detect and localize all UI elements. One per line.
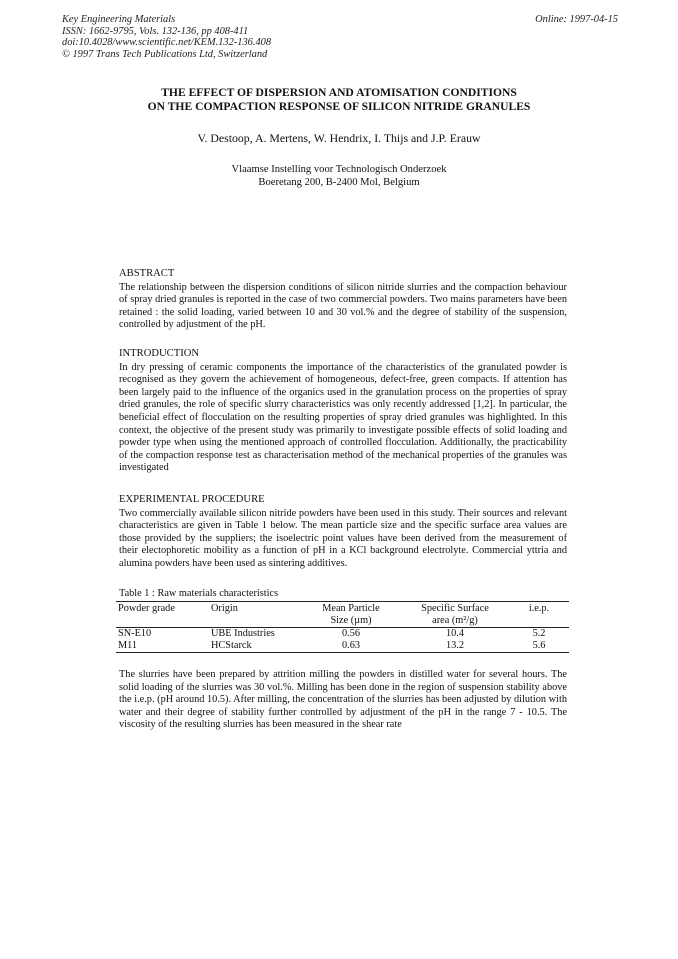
cell-iep: 5.2: [532, 628, 546, 639]
cell-iep: 5.6: [532, 640, 546, 651]
methods-continued-text: The slurries have been prepared by attrition milling the powders in distilled water for several hours. The solid loading of the slurries was 30 vol.%. Milling has been done in the region of suspension stability above the i.e.p. (pH around 10.5). After milling, the concentration of the slurries has been adjusted by dilution with water and their degree of stability further controlled by adjustment of the pH in the range 7 - 10.5. The viscosity of the resulting slurries has been measured in the shear rate: [119, 669, 567, 731]
table-header-row: [116, 602, 569, 628]
paper-title: [0, 86, 678, 114]
table-row: [116, 628, 569, 641]
header-iep: i.e.p.: [528, 603, 550, 614]
header-size-line-2: Size (µm): [330, 615, 372, 626]
cell-size: 0.63: [341, 640, 361, 651]
affiliation-line-1: Vlaamse Instelling voor Technologisch Onderzoek: [231, 164, 447, 175]
introduction-section: [119, 348, 567, 475]
cell-grade: M11: [118, 640, 138, 651]
raw-materials-table: [116, 601, 569, 653]
cell-grade: SN-E10: [118, 628, 152, 639]
table-row: [116, 640, 569, 653]
header-size-line-1: Mean Particle: [322, 603, 380, 614]
copyright-line: © 1997 Trans Tech Publications Ltd, Switzerland: [62, 48, 268, 60]
abstract-section: [119, 268, 567, 332]
title-line-1: THE EFFECT OF DISPERSION AND ATOMISATION CONDITIONS: [161, 86, 517, 99]
header-powder-grade: Powder grade: [118, 603, 175, 614]
author-list: V. Destoop, A. Mertens, W. Hendrix, I. Thijs and J.P. Erauw: [197, 131, 481, 145]
header-origin: Origin: [211, 603, 238, 614]
journal-name: Key Engineering Materials: [62, 14, 176, 25]
abstract-text: The relationship between the dispersion conditions of silicon nitride slurries and the compaction behaviour of spray dried granules is reported in the case of two commercial powders. Two mains parameters have been retained : the solid loading, varied between 10 and 30 vol.% and the degree of stability of the suspension, controlled by adjustment of the pH.: [119, 281, 567, 331]
experimental-text: Two commercially available silicon nitride powders have been used in this study. Their sources and relevant characteristics are given in Table 1 below. The mean particle size and the specific surface area values are those provided by the suppliers; the isoelectric point values have been derived from the measurement of their electophoretic mobility as a function of pH in a KCl background electrolyte. Commercial yttria and alumina powders have been used as sintering additives.: [119, 507, 567, 569]
methods-continued-section: [119, 669, 567, 732]
introduction-heading: INTRODUCTION: [119, 348, 200, 359]
online-date: Online: 1997-04-15: [535, 14, 618, 25]
journal-metadata: [62, 14, 271, 60]
table-caption: Table 1 : Raw materials characteristics: [119, 588, 279, 599]
affiliation: [0, 163, 678, 189]
header-specific-surface: [401, 602, 509, 628]
issn-line: ISSN: 1662-9795, Vols. 132-136, pp 408-411: [62, 25, 249, 37]
abstract-heading: ABSTRACT: [119, 268, 175, 279]
doi-line: doi:10.4028/www.scientific.net/KEM.132-136.408: [62, 37, 272, 48]
affiliation-line-2: Boeretang 200, B-2400 Mol, Belgium: [258, 177, 420, 188]
header-area-line-2: area (m²/g): [432, 615, 478, 626]
header-mean-particle-size: [301, 602, 401, 628]
introduction-text: In dry pressing of ceramic components the importance of the characteristics of the granulated powder is recognised as they govern the achievement of homogeneous, defect-free, green compacts. If attention has been largely paid to the influence of the organics used in the granulation process on the properties of spray dried granules, the role of specific slurry characteristics was only recently addressed [1,2]. In particular, the beneficial effect of flocculation on the resulting properties of spray dried granules was highlighted. In this context, the objective of the present study was primarily to investigate possible effects of solid loading and powder type when using the mentioned approach of controlled flocculation. Additionally, the practicability of the compaction response test as characterisation method of the mechanical properties of the granules was investigated: [119, 361, 567, 474]
experimental-section: [119, 494, 567, 571]
header-area-line-1: Specific Surface: [421, 603, 489, 614]
cell-size: 0.56: [341, 628, 361, 639]
cell-area: 10.4: [445, 628, 465, 639]
experimental-heading: EXPERIMENTAL PROCEDURE: [119, 494, 265, 505]
cell-origin: HCStarck: [211, 640, 252, 651]
title-line-2: ON THE COMPACTION RESPONSE OF SILICON NITRIDE GRANULES: [147, 100, 531, 113]
cell-origin: UBE Industries: [211, 628, 275, 639]
cell-area: 13.2: [445, 640, 465, 651]
